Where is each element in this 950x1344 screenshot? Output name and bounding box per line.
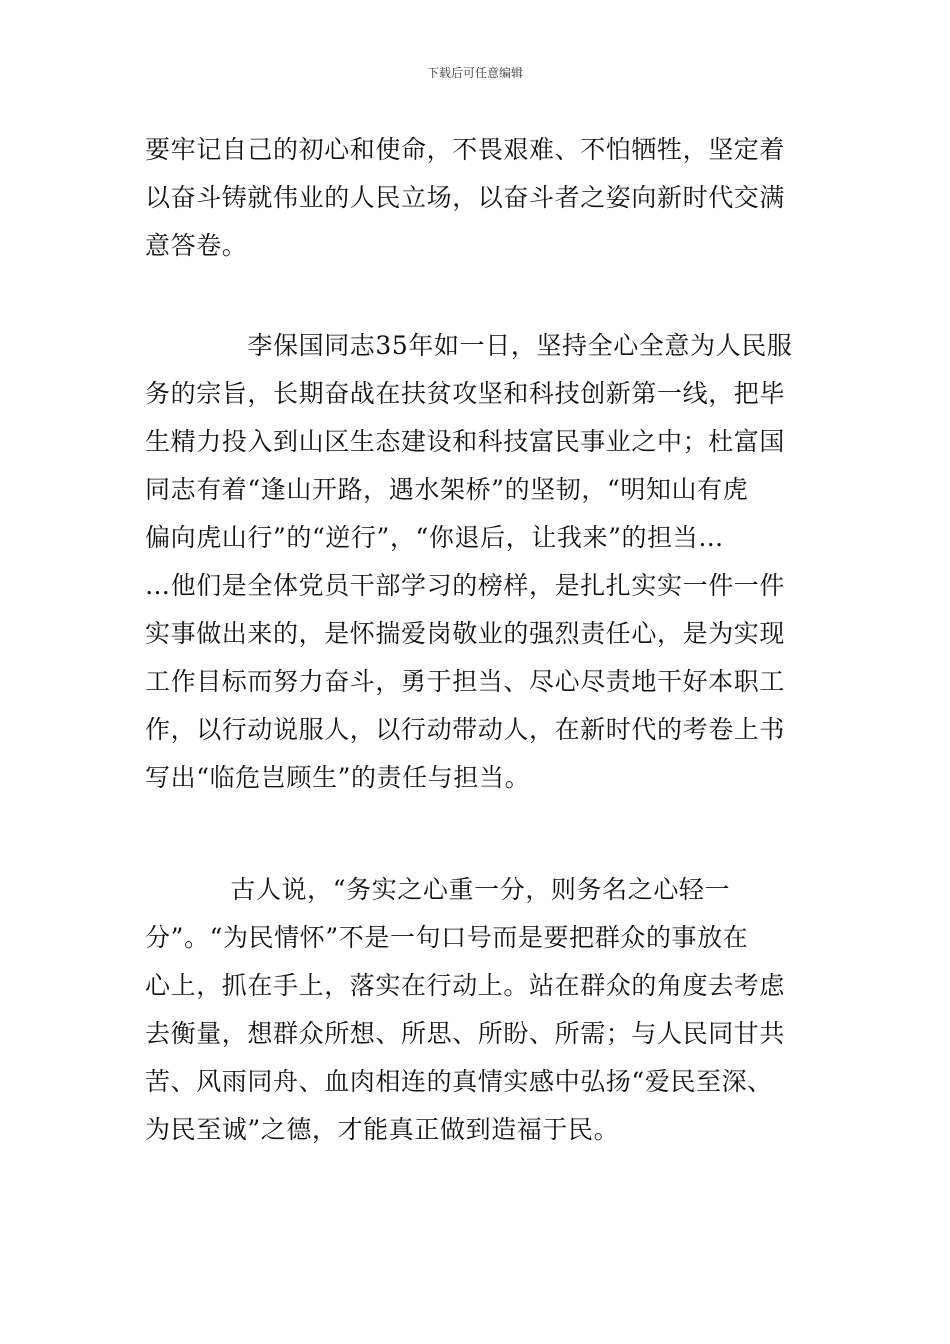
- paragraph-1: [145, 126, 807, 270]
- text-line: 工作目标而努力奋斗，勇于担当、尽心尽责地干好本职工: [145, 667, 786, 696]
- text-line: …他们是全体党员干部学习的榜样，是扎扎实实一件一件: [145, 571, 786, 600]
- paragraph-3: [145, 866, 807, 1154]
- text-line: 偏向虎山行”的“逆行”，“你退后，让我来”的担当…: [145, 523, 724, 552]
- text-line: 心上，抓在手上，落实在行动上。站在群众的角度去考虑: [145, 971, 786, 1000]
- text-line: 生精力投入到山区生态建设和科技富民事业之中；杜富国: [145, 427, 786, 456]
- text-line: 苦、风雨同舟、血肉相连的真情实感中弘扬“爱民至深、: [145, 1067, 773, 1096]
- page-header-note: 下载后可任意编辑: [426, 66, 523, 80]
- text-line: 古人说，“务实之心重一分，则务名之心轻一: [145, 875, 731, 904]
- text-line: 务的宗旨，长期奋战在扶贫攻坚和科技创新第一线，把毕: [145, 379, 786, 408]
- text-line: 写出“临危岂顾生”的责任与担当。: [145, 763, 531, 792]
- text-line: 以奋斗铸就伟业的人民立场，以奋斗者之姿向新时代交满: [145, 183, 786, 212]
- paragraph-2: [145, 322, 807, 802]
- text-line: 实事做出来的，是怀揣爱岗敬业的强烈责任心，是为实现: [145, 619, 786, 648]
- text-line: 意答卷。: [145, 231, 248, 260]
- text-line: 去衡量，想群众所想、所思、所盼、所需；与人民同甘共: [145, 1019, 786, 1048]
- text-line: 分”。“为民情怀”不是一句口号而是要把群众的事放在: [145, 923, 749, 952]
- text-line: 要牢记自己的初心和使命，不畏艰难、不怕牺牲，坚定着: [145, 135, 786, 164]
- text-line: 同志有着“逢山开路，遇水架桥”的坚韧，“明知山有虎: [145, 475, 749, 504]
- text-line: 作，以行动说服人，以行动带动人，在新时代的考卷上书: [145, 715, 786, 744]
- text-line: 为民至诚”之德，才能真正做到造福于民。: [145, 1115, 620, 1144]
- text-line: 李保国同志35年如一日，坚持全心全意为人民服: [145, 331, 793, 360]
